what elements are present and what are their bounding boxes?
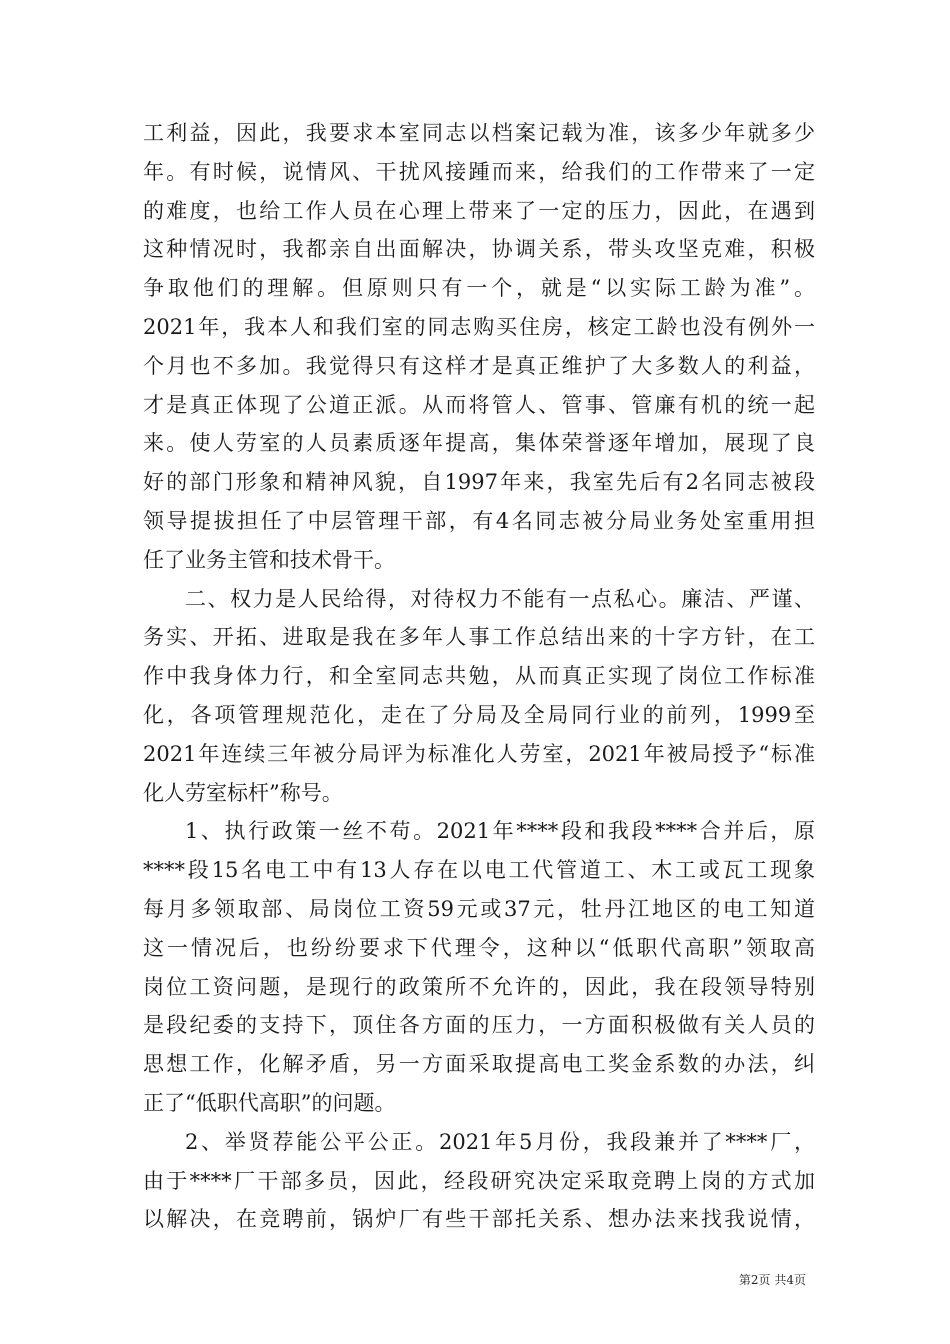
text-line: 任了业务主管和技术骨干。 bbox=[143, 547, 395, 572]
text-line: 正了“低职代高职”的问题。 bbox=[143, 1090, 396, 1115]
text-line: 这种情况时，我都亲自出面解决，协调关系，带头攻坚克难，积极 bbox=[143, 237, 815, 262]
text-line: 领导提拔担任了中层管理干部，有4名同志被分局业务处室重用担 bbox=[143, 508, 815, 533]
text-line: 是段纪委的支持下，顶住各方面的压力，一方面积极做有关人员的 bbox=[143, 1013, 815, 1038]
text-line: 以解决，在竞聘前，锅炉厂有些干部托关系、想办法来找我说情， bbox=[143, 1207, 815, 1232]
text-line: 2021年，我本人和我们室的同志购买住房，核定工龄也没有例外一 bbox=[143, 314, 815, 339]
text-line: 作中我身体力行，和全室同志共勉，从而真正实现了岗位工作标准 bbox=[143, 664, 815, 689]
text-line: 好的部门形象和精神风貌，自1997年来，我室先后有2名同志被段 bbox=[143, 470, 815, 495]
text-line: 这一情况后，也纷纷要求下代理令，这种以“低职代高职”领取高 bbox=[143, 935, 815, 960]
text-line: 2、举贤荐能公平公正。2021年5月份，我段兼并了****厂， bbox=[185, 1129, 815, 1154]
text-line: 化人劳室标杆”称号。 bbox=[143, 780, 343, 805]
text-line: 岗位工资问题，是现行的政策所不允许的，因此，我在段领导特别 bbox=[143, 974, 815, 999]
text-line: 由于****厂干部多员，因此，经段研究决定采取竞聘上岗的方式加 bbox=[143, 1168, 815, 1193]
text-line: 2021年连续三年被分局评为标准化人劳室，2021年被局授予“标准 bbox=[143, 741, 815, 766]
text-line: 工利益，因此，我要求本室同志以档案记载为准，该多少年就多少 bbox=[143, 121, 815, 145]
text-line: 年。有时候，说情风、干扰风接踵而来，给我们的工作带来了一定 bbox=[143, 159, 815, 184]
text-line: 二、权力是人民给得，对待权力不能有一点私心。廉洁、严谨、 bbox=[185, 586, 815, 611]
text-line: 每月多领取部、局岗位工资59元或37元，牡丹江地区的电工知道 bbox=[143, 896, 815, 921]
text-line: 务实、开拓、进取是我在多年人事工作总结出来的十字方针，在工 bbox=[143, 625, 815, 650]
document-body bbox=[143, 114, 815, 1239]
page-number: 第2页 共4页 bbox=[738, 1273, 806, 1287]
text-line: ****段15名电工中有13人存在以电工代管道工、木工或瓦工现象 bbox=[143, 858, 815, 883]
text-line: 化，各项管理规范化，走在了分局及全局同行业的前列，1999至 bbox=[143, 702, 815, 727]
text-line: 争取他们的理解。但原则只有一个，就是“以实际工龄为准”。 bbox=[143, 276, 815, 301]
text-line: 的难度，也给工作人员在心理上带来了一定的压力，因此，在遇到 bbox=[143, 198, 815, 223]
text-line: 才是真正体现了公道正派。从而将管人、管事、管廉有机的统一起 bbox=[143, 392, 815, 417]
text-line: 来。使人劳室的人员素质逐年提高，集体荣誉逐年增加，展现了良 bbox=[143, 431, 815, 456]
text-line: 思想工作，化解矛盾，另一方面采取提高电工奖金系数的办法，纠 bbox=[143, 1052, 815, 1077]
text-line: 个月也不多加。我觉得只有这样才是真正维护了大多数人的利益， bbox=[143, 353, 815, 378]
text-line: 1、执行政策一丝不苟。2021年****段和我段****合并后，原 bbox=[185, 819, 815, 844]
